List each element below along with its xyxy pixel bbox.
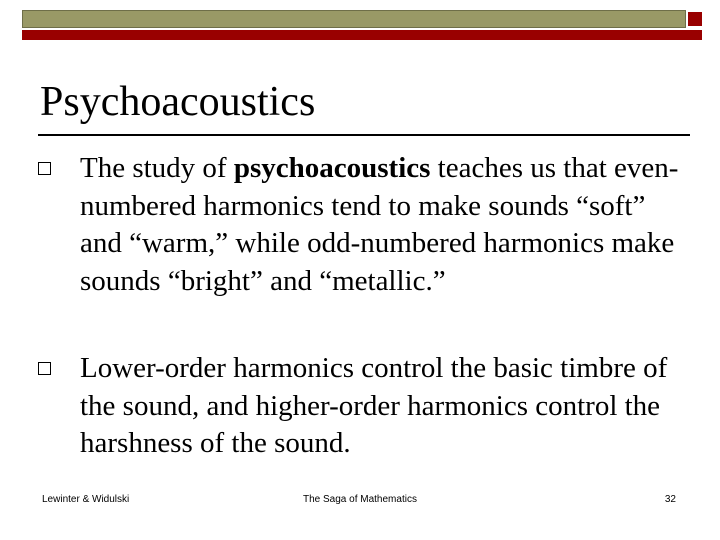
bullet-item-2 <box>80 350 690 463</box>
bullet-1-text-after: teaches us that even-numbered harmonics tend to make sounds “soft” and “warm,” while odd-numbered harmonics make sounds “bright” and “metallic.” <box>80 152 679 297</box>
band-red-square <box>688 12 702 26</box>
footer-book-title: The Saga of Mathematics <box>303 494 417 505</box>
title-underline <box>38 134 690 136</box>
band-red-bar <box>22 30 702 40</box>
footer-authors: Lewinter & Widulski <box>42 494 130 505</box>
bullet-2-text: Lower-order harmonics control the basic timbre of the sound, and higher-order harmonics control the harshness of the sound. <box>80 352 668 459</box>
hollow-square-bullet-icon <box>38 362 51 375</box>
bullet-item-1 <box>80 150 690 300</box>
bullet-1-text-before: The study of <box>80 152 234 184</box>
bullet-1-emphasis: psychoacoustics <box>233 152 431 184</box>
band-olive-bar <box>22 10 686 28</box>
hollow-square-bullet-icon <box>38 162 51 175</box>
slide-title: Psychoacoustics <box>40 79 316 125</box>
footer-page-number: 32 <box>664 494 676 505</box>
top-decorative-band <box>22 10 702 40</box>
